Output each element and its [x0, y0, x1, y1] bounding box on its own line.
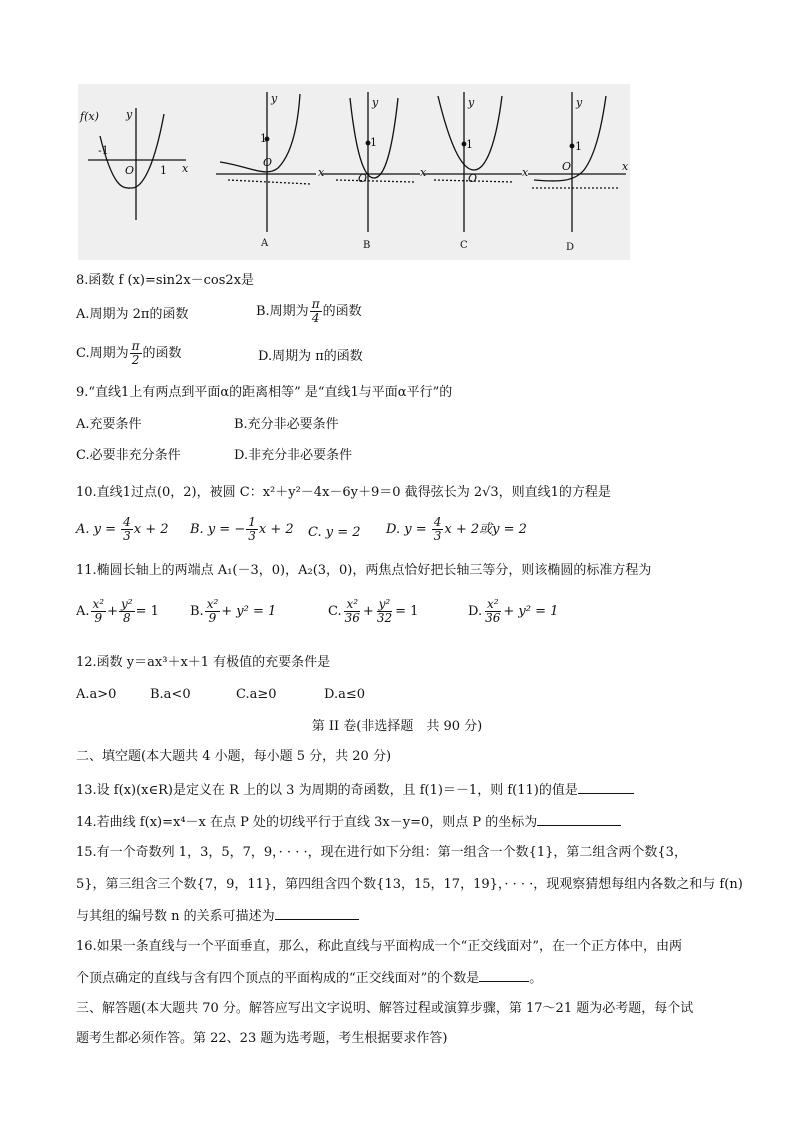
q11-c-pre: C. — [328, 604, 342, 619]
panel-d-graph — [528, 92, 626, 232]
q10-d-frac — [432, 516, 444, 543]
q8-option-c — [76, 340, 182, 367]
q8-c-frac — [130, 340, 142, 367]
q10-b-pre: B. y = − — [190, 522, 246, 537]
panel-c-one: 1 — [466, 138, 473, 151]
q11-b-n1: x² — [206, 597, 219, 611]
q16-text: 个顶点确定的直线与含有四个顶点的平面构成的“正交线面对”的个数是 — [76, 971, 480, 986]
q10-option-c — [308, 524, 361, 542]
panel-d-label: D — [566, 242, 575, 253]
q8-option-d: D.周期为 π的函数 — [258, 349, 363, 364]
q11-b-pre: B. — [190, 604, 204, 619]
q15-line2: 5}，第三组含三个数{7，9，11}，第四组含四个数{13，15，17，19}，· · · ·，现观察猜想每组内各数之和与 f(n) — [76, 877, 743, 892]
q9-option-c: C.必要非充分条件 — [76, 448, 181, 463]
q8-b-post: 的函数 — [322, 304, 362, 319]
fx-graph — [88, 108, 186, 220]
q11-c-frac1 — [343, 598, 362, 625]
q10-a-den: 3 — [123, 529, 131, 543]
q14-line — [76, 812, 621, 832]
q16-line1: 16.如果一条直线与一个平面垂直，那么，称此直线与平面构成一个“正交线面对”，在一个正方体中，由两 — [76, 939, 682, 954]
q10-b-den: 3 — [248, 529, 256, 543]
panel-b-one: 1 — [370, 136, 377, 149]
panel-d-x: x — [622, 160, 629, 173]
q12-stem: 12.函数 y＝ax³＋x＋1 有极值的充要条件是 — [76, 655, 331, 670]
q10-option-a — [76, 516, 169, 543]
section2-heading: 二、填空题(本大题共 4 小题，每小题 5 分，共 20 分) — [76, 749, 392, 764]
q11-option-c — [328, 598, 418, 625]
q10-d-den: 3 — [433, 529, 442, 543]
q8-option-b — [256, 298, 362, 325]
q11-c-n2: y² — [378, 597, 391, 611]
q8-c-den: 2 — [131, 353, 140, 367]
q10-d-num: 4 — [433, 515, 442, 529]
panel-d-origin: O — [562, 160, 572, 173]
q11-a-frac1 — [91, 598, 107, 625]
q10-option-d — [386, 516, 527, 543]
q11-d-post: + y² = 1 — [503, 604, 559, 619]
panel-d-y: y — [576, 96, 583, 109]
q16-end: 。 — [529, 971, 543, 986]
q9-option-a: A.充要条件 — [76, 417, 142, 432]
panel-a-origin: O — [263, 156, 273, 169]
q8-stem: 8.函数 f (x)=sin2x－cos2x是 — [76, 273, 255, 288]
q11-c-mid: + — [362, 604, 374, 619]
panel-b-origin: O — [358, 172, 368, 185]
q11-a-n1: x² — [92, 597, 105, 611]
q13-line — [76, 780, 634, 800]
panel-a-y: y — [271, 92, 278, 105]
q8-b-pre: B.周期为 — [256, 304, 309, 319]
q8-b-frac — [310, 298, 322, 325]
q10-b-post: x + 2 — [258, 522, 294, 537]
panel-a-label: A — [261, 238, 269, 249]
panel-b-x: x — [420, 166, 427, 179]
q12-option-c: C.a≥0 — [236, 687, 277, 702]
q10-a-post: x + 2 — [133, 522, 169, 537]
q11-c-d2: 32 — [376, 611, 393, 625]
q11-b-d1: 9 — [208, 611, 217, 625]
q10-a-pre: A. y = — [76, 522, 121, 537]
q11-c-post: = 1 — [395, 604, 419, 619]
q9-option-b: B.充分非必要条件 — [234, 417, 339, 432]
panel-a-one: 1 — [260, 132, 267, 145]
fx-origin: O — [125, 164, 135, 177]
q10-a-frac — [121, 516, 133, 543]
q10-d-pre: D. y = — [386, 522, 431, 537]
fx-y-label: y — [126, 108, 133, 121]
q11-a-d1: 9 — [94, 611, 103, 625]
graph-figure — [78, 84, 630, 260]
panel-a-x: x — [318, 166, 325, 179]
q8-c-num: π — [131, 339, 140, 353]
q12-option-a: A.a>0 — [76, 687, 117, 702]
fx-x-label: x — [182, 162, 189, 175]
q10-c-text: C. y = 2 — [308, 525, 361, 540]
section3-line2: 题考生都必须作答。第 22、23 题为选考题，考生根据要求作答) — [76, 1031, 448, 1046]
q10-stem: 10.直线1过点(0，2)，被圆 C：x²＋y²－4x－6y＋9＝0 截得弦长为 2√3，则直线1的方程是 — [76, 485, 611, 500]
fx-label: f(x) — [80, 110, 99, 123]
panel-c-label: C — [460, 240, 468, 251]
panel-d-one: 1 — [575, 140, 582, 153]
panel-c-origin: O — [468, 172, 478, 185]
q11-stem: 11.椭圆长轴上的两端点 A₁(－3，0)，A₂(3，0)，两焦点恰好把长轴三等分，则该椭圆的标准方程为 — [76, 563, 652, 578]
q10-a-num: 4 — [123, 515, 131, 529]
q11-option-d — [468, 598, 558, 625]
q11-d-pre: D. — [468, 604, 483, 619]
q13-answer-blank[interactable] — [578, 780, 634, 794]
panel-c-y: y — [468, 96, 475, 109]
panel-b-label: B — [363, 240, 371, 251]
fx-one: 1 — [160, 164, 167, 177]
q12-option-b: B.a<0 — [150, 687, 191, 702]
q8-c-pre: C.周期为 — [76, 346, 129, 361]
section3-line1: 三、解答题(本大题共 70 分。解答应写出文字说明、解答过程或演算步骤，第 17～21 题为必考题，每个试 — [76, 1001, 694, 1016]
q11-a-mid: + — [107, 604, 119, 619]
q15-line3 — [76, 906, 359, 926]
q11-a-post: = 1 — [135, 604, 159, 619]
q15-line1: 15.有一个奇数列 1，3，5，7，9，· · · ·，现在进行如下分组：第一组含一个数{1}，第二组含两个数{3， — [76, 845, 687, 860]
q14-answer-blank[interactable] — [537, 812, 621, 826]
panel-b-graph — [322, 92, 420, 232]
q11-option-b — [190, 598, 276, 625]
q15-text: 与其组的编号数 n 的关系可描述为 — [76, 909, 275, 924]
q11-d-d1: 36 — [485, 611, 501, 625]
q10-b-frac — [246, 516, 258, 543]
q11-c-d1: 36 — [344, 611, 360, 625]
fx-minus-one: -1 — [98, 144, 109, 157]
q11-a-n2: y² — [121, 597, 133, 611]
q9-stem: 9.“直线1上有两点到平面α的距离相等” 是“直线1与平面α平行”的 — [76, 385, 453, 400]
q14-text: 14.若曲线 f(x)=x⁴－x 在点 P 处的切线平行于直线 3x－y=0，则点 P 的坐标为 — [76, 815, 538, 830]
panel-b-y: y — [372, 96, 379, 109]
panel-c-graph — [424, 92, 522, 232]
q8-b-num: π — [311, 297, 320, 311]
q11-c-frac2 — [375, 598, 394, 625]
q16-line2 — [76, 968, 542, 988]
q8-option-a: A.周期为 2π的函数 — [76, 307, 189, 322]
q11-a-frac2 — [119, 598, 135, 625]
q13-text: 13.设 f(x)(x∈R)是定义在 R 上的以 3 为周期的奇函数，且 f(1)＝－1，则 f(11)的值是 — [76, 783, 578, 798]
q11-a-d2: 8 — [122, 611, 131, 625]
q12-option-d: D.a≤0 — [324, 687, 366, 702]
q16-answer-blank[interactable] — [479, 968, 529, 982]
q11-b-post: + y² = 1 — [221, 604, 277, 619]
q15-answer-blank[interactable] — [275, 906, 359, 920]
part2-title: 第 II 卷(非选择题 共 90 分) — [311, 719, 483, 734]
q10-option-b — [190, 516, 294, 543]
q11-b-frac1 — [205, 598, 221, 625]
q10-d-post: x + 2或y = 2 — [444, 522, 527, 537]
q8-c-post: 的函数 — [142, 346, 182, 361]
q11-a-pre: A. — [76, 604, 90, 619]
q11-d-frac1 — [483, 598, 502, 625]
q10-b-num: 1 — [248, 515, 256, 529]
panel-c-x: x — [522, 166, 529, 179]
graph-figure-svg — [78, 84, 630, 260]
q11-d-n1: x² — [486, 597, 499, 611]
q11-option-a — [76, 598, 159, 625]
q8-b-den: 4 — [311, 311, 320, 325]
q11-c-n1: x² — [346, 597, 359, 611]
q9-option-d: D.非充分非必要条件 — [234, 448, 353, 463]
